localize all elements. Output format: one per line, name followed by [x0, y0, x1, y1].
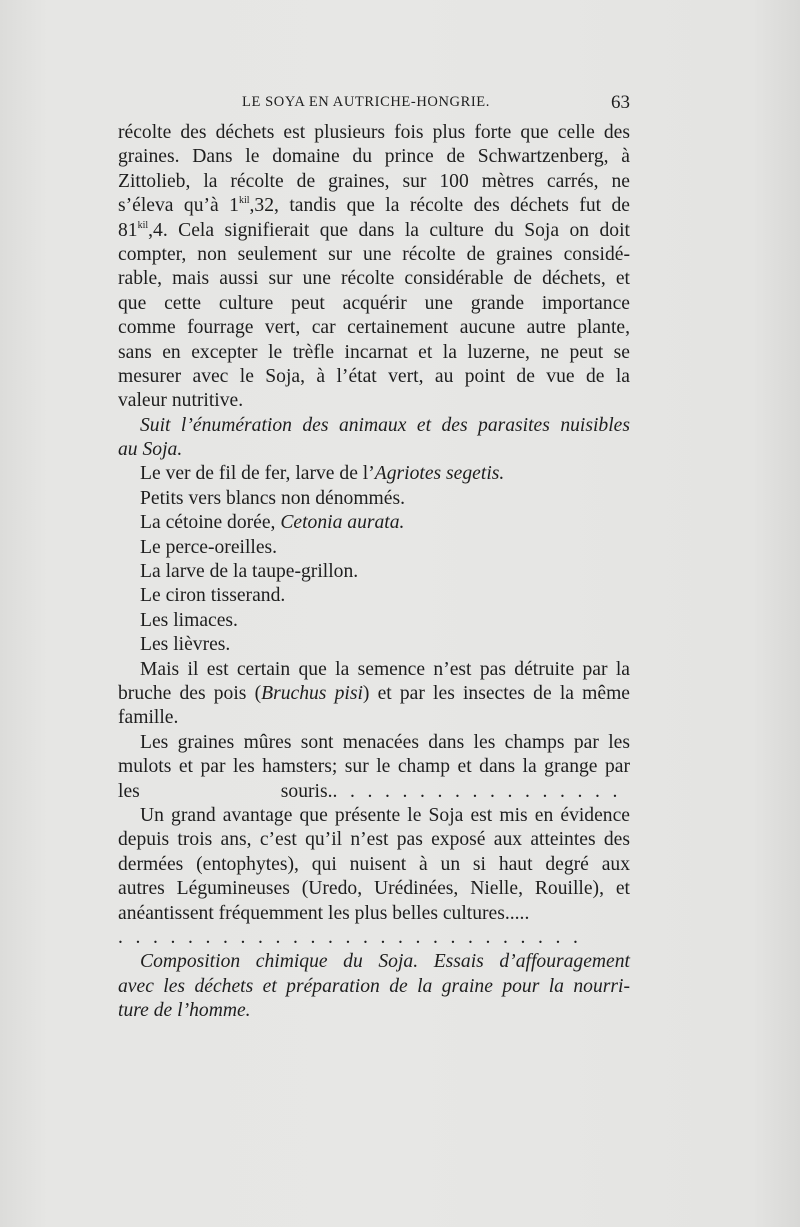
text-line: Suit l’énumération des animaux et des parasites nuisibles [140, 414, 630, 436]
text-line: autres Légumineuses (Uredo, Urédinées, Nielle, Rouille), et [118, 878, 630, 900]
text-line: famille. [118, 707, 179, 729]
text-line: récolte des déchets est plusieurs fois plus forte que celle des [118, 122, 630, 143]
list-item: Le ver de fil de fer, larve de l’Agriotes segetis. [140, 463, 505, 485]
unit-superscript: kil [238, 195, 250, 207]
text-line: Mais il est certain que la semence n’est pas détruite par la [140, 658, 630, 680]
text-line: s’éleva qu’à $1^{kil},32$, tandis que la récolte des déchets fut de [118, 195, 630, 217]
list-item: La cétoine dorée, Cetonia aurata. [140, 512, 405, 534]
text-line: valeur nutritive. [118, 390, 244, 412]
text-line: comme fourrage vert, car certainement aucune autre plante, [118, 317, 630, 339]
text-line: avec les déchets et préparation de la graine pour la nourri- [118, 975, 630, 997]
dot-leader: ................. [332, 780, 630, 802]
text-line: compter, non seulement sur une récolte de graines considé- [118, 243, 630, 265]
text-line: rable, mais aussi sur une récolte considérable de déchets, et [118, 268, 630, 290]
text-line: que cette culture peut acquérir une grande importance [118, 292, 630, 314]
body-text [118, 121, 630, 1023]
text-line: au Soja. [118, 439, 183, 461]
text-line: Un grand avantage que présente le Soja est mis en évidence [140, 804, 630, 826]
text-line: mulots et par les hamsters; sur le champ et dans la grange par [118, 756, 630, 778]
text-line: Les graines mûres sont menacées dans les champs par les [140, 731, 630, 753]
text-line: sans en excepter le trèfle incarnat et la luzerne, ne peut se [118, 341, 630, 363]
text-line: Zittolieb, la récolte de graines, sur 100 mètres carrés, ne [118, 170, 630, 192]
running-title: LE SOYA EN AUTRICHE-HONGRIE. [242, 94, 490, 110]
list-item: Les lièvres. [140, 634, 231, 656]
list-item: La larve de la taupe-grillon. [140, 561, 359, 583]
text-line: les souris.................. [118, 780, 630, 802]
dotted-separator: ........................... [118, 926, 591, 948]
text-line: bruche des pois (Bruchus pisi) et par les insectes de la même [118, 682, 631, 704]
list-item: Petits vers blancs non dénommés. [140, 487, 406, 509]
text-line: ture de l’homme. [118, 1000, 251, 1022]
unit-superscript: kil [137, 219, 149, 231]
text-line: dermées (entophytes), qui nuisent à un si haut degré aux [118, 853, 630, 875]
list-item: Le perce-oreilles. [140, 536, 278, 558]
text-line: depuis trois ans, c’est qu’il n’est pas exposé aux atteintes des [118, 829, 630, 851]
text-line: anéantissent fréquemment les plus belles cultures..... [118, 902, 530, 924]
list-item: Les limaces. [140, 609, 238, 631]
text-line: graines. Dans le domaine du prince de Schwartzenberg, à [118, 146, 630, 168]
page-number: 63 [611, 92, 630, 113]
text-line: mesurer avec le Soja, à l’état vert, au point de vue de la [118, 365, 630, 387]
page-header [118, 92, 630, 116]
text-line: $81^{kil},4$. Cela signifierait que dans la culture du Soja on doit [118, 219, 630, 241]
list-item: Le ciron tisserand. [140, 585, 286, 607]
text-line: Composition chimique du Soja. Essais d’affouragement [140, 951, 630, 973]
